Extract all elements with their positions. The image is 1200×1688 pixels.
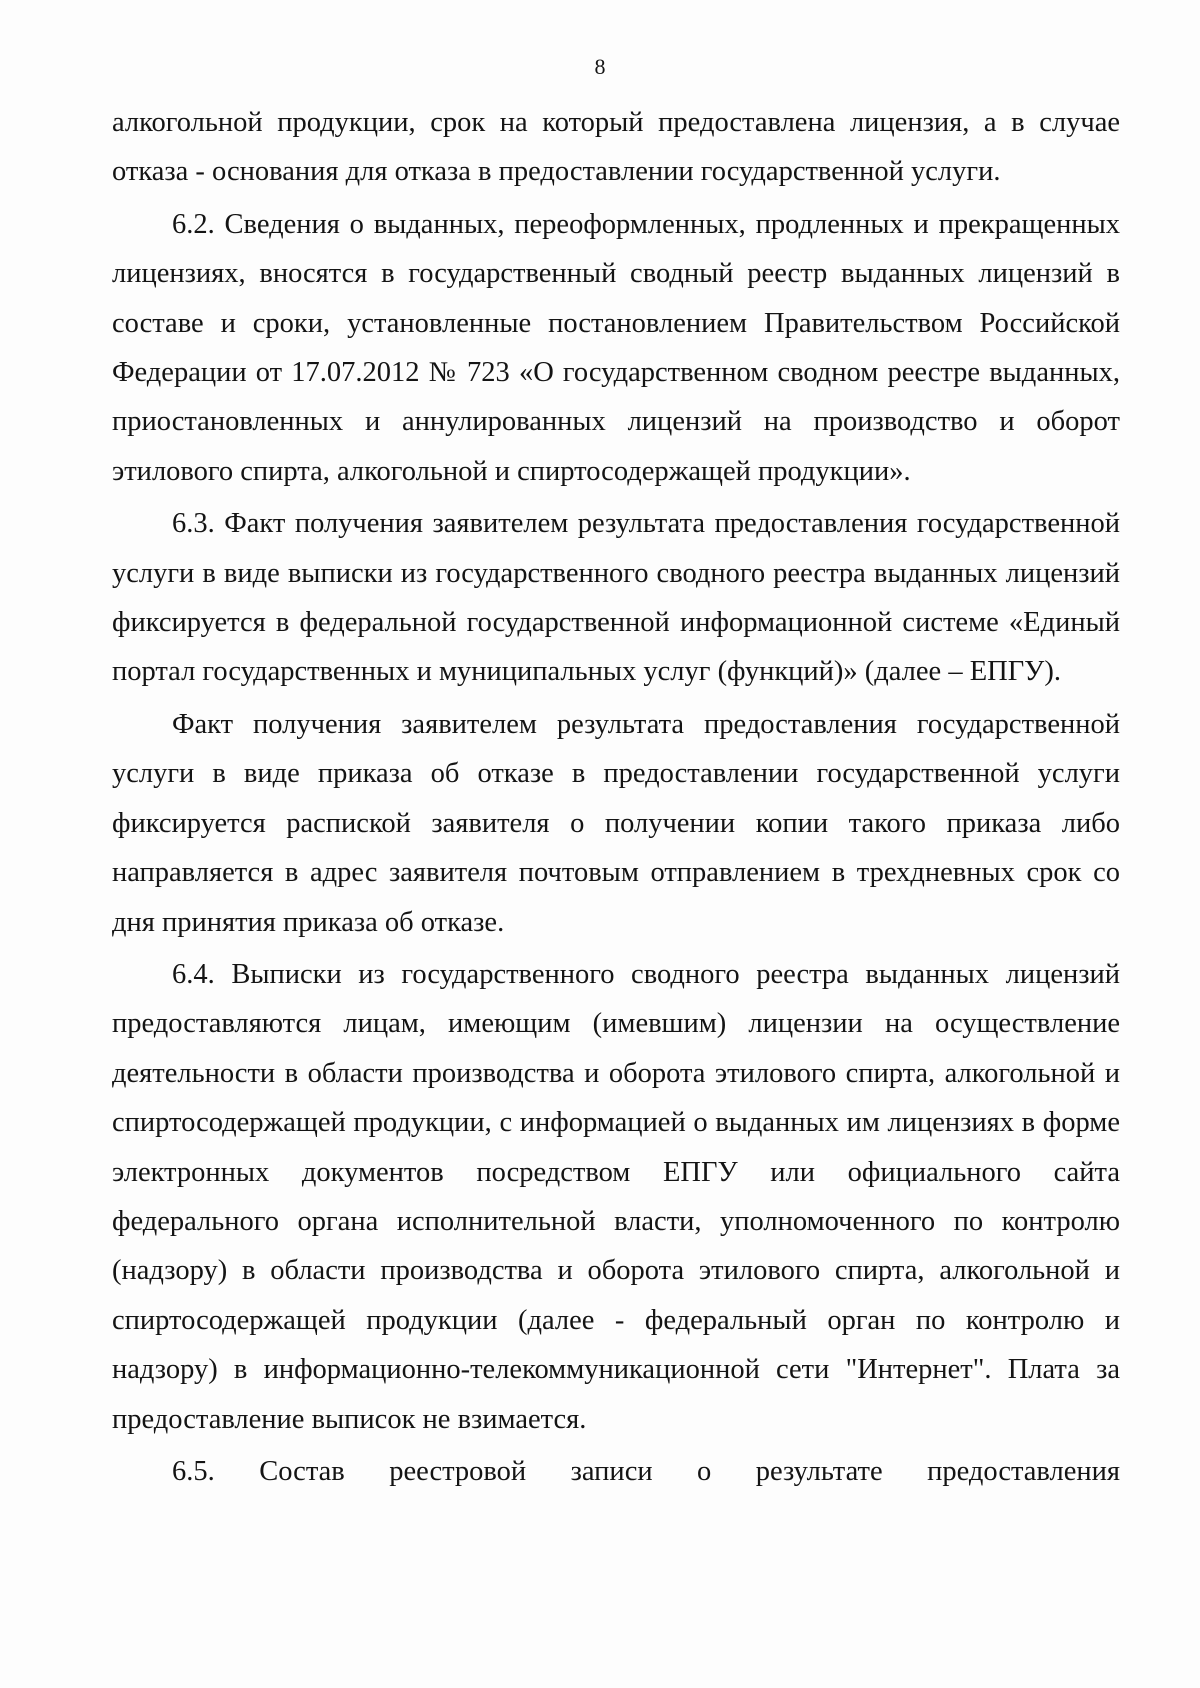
paragraph-continuation: алкогольной продукции, срок на который предоставлена лицензия, а в случае отказа - основания для отказа в предоставлении государственной услуги. bbox=[112, 107, 1120, 188]
paragraph-6-3: 6.3. Факт получения заявителем результата предоставления государственной услуги в виде выписки из государственного сводного реестра выданных лицензий фиксируется в федеральной государственной информационной системе «Единый портал государственных и муниципальных услуг (функций)» (далее – ЕПГУ). bbox=[112, 508, 1120, 688]
paragraph-6-2: 6.2. Сведения о выданных, переоформленных, продленных и прекращенных лицензиях, вносятся в государственный сводный реестр выданных лицензий в составе и сроки, установленные постановлением Правительством Российской Федерации от 17.07.2012 № 723 «О государственном сводном реестре выданных, приостановленных и аннулированных лицензий на производство и оборот этилового спирта, алкогольной и спиртосодержащей продукции». bbox=[112, 208, 1120, 487]
page-number: 8 bbox=[594, 54, 606, 79]
paragraph-6-3-refusal: Факт получения заявителем результата предоставления государственной услуги в виде приказа об отказе в предоставлении государственной услуги фиксируется распиской заявителя о получении копии такого приказа либо направляется в адрес заявителя почтовым отправлением в трехдневных срок со дня принятия приказа об отказе. bbox=[112, 708, 1120, 938]
paragraph-6-4: 6.4. Выписки из государственного сводного реестра выданных лицензий предоставляются лицам, имеющим (имевшим) лицензии на осуществление деятельности в области производства и оборота этилового спирта, алкогольной и спиртосодержащей продукции, с информацией о выданных им лицензиях в форме электронных документов посредством ЕПГУ или официального сайта федерального органа исполнительной власти, уполномоченного по контролю (надзору) в области производства и оборота этилового спирта, алкогольной и спиртосодержащей продукции (далее - федеральный орган по контролю и надзору) в информационно-телекоммуникационной сети "Интернет". Плата за предоставление выписок не взимается. bbox=[112, 958, 1120, 1435]
document-body bbox=[112, 98, 1120, 1499]
paragraph-6-5: 6.5. Состав реестровой записи о результате предоставления bbox=[172, 1455, 1120, 1487]
